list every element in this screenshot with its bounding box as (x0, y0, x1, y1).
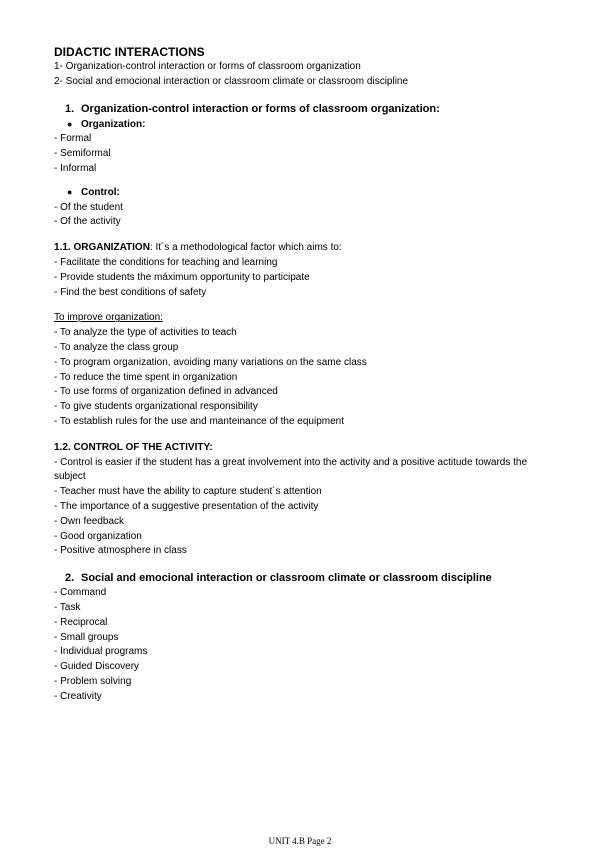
section-1-title: Organization-control interaction or forms of classroom organization: (81, 102, 440, 115)
style-item: - Creativity (54, 690, 102, 702)
bullet-control (54, 185, 554, 201)
organization-aim-item: - Facilitate the conditions for teaching and learning (54, 256, 278, 268)
style-item: - Task (54, 601, 81, 613)
organization-item: - Informal (54, 162, 97, 174)
improve-organization-heading: To improve organization: (54, 312, 163, 324)
organization-aim-item: - Find the best conditions of safety (54, 286, 207, 298)
section-1-heading (54, 101, 554, 117)
improve-item: - To analyze the class group (54, 341, 179, 353)
control-activity-item: - Good organization (54, 530, 142, 542)
improve-item: - To analyze the type of activities to teach (54, 327, 237, 339)
document-title: DIDACTIC INTERACTIONS (54, 45, 205, 59)
intro-line-1: 1- Organization-control interaction or forms of classroom organization (54, 61, 361, 72)
style-item: - Command (54, 587, 107, 599)
control-activity-item: - Own feedback (54, 515, 125, 527)
improve-item: - To program organization, avoiding many variations on the same class (54, 356, 367, 368)
section-1-number: 1. (65, 102, 75, 115)
style-item: - Problem solving (54, 675, 132, 687)
bullet-control-label: Control: (81, 186, 120, 198)
intro-line-2: 2- Social and emocional interaction or classroom climate or classroom discipline (54, 75, 409, 87)
style-item: - Reciprocal (54, 616, 108, 628)
style-item: - Small groups (54, 631, 119, 643)
subsection-1-2-heading: 1.2. CONTROL OF THE ACTIVITY: (54, 441, 213, 453)
control-activity-item: - Control is easier if the student has a great involvement into the activity and a positive actitude towards the subject (54, 456, 528, 483)
bullet-organization (54, 117, 554, 133)
section-2-title: Social and emocional interaction or classroom climate or classroom discipline (81, 572, 492, 585)
page-content (54, 44, 554, 704)
bullet-organization-label: Organization: (81, 118, 146, 130)
improve-item: - To establish rules for the use and manteinance of the equipment (54, 415, 344, 427)
bullet-icon: ● (67, 118, 73, 129)
control-activity-item: - Positive atmosphere in class (54, 545, 187, 557)
page-footer: UNIT 4.B Page 2 (268, 836, 332, 846)
control-item: - Of the student (54, 201, 123, 213)
subsection-1-1-heading (54, 241, 554, 256)
subsection-1-1-text: : It´s a methodological factor which aims to: (149, 242, 342, 254)
control-activity-item: - Teacher must have the ability to capture student´s attention (54, 486, 322, 498)
improve-item: - To use forms of organization defined in advanced (54, 386, 278, 398)
organization-item: - Formal (54, 133, 92, 145)
style-item: - Individual programs (54, 646, 148, 658)
control-activity-item: - The importance of a suggestive presentation of the activity (54, 500, 319, 512)
style-item: - Guided Discovery (54, 661, 140, 673)
bullet-icon: ● (67, 186, 73, 197)
improve-item: - To reduce the time spent in organization (54, 371, 238, 383)
section-2-heading (54, 570, 554, 586)
improve-item: - To give students organizational responsibility (54, 401, 258, 413)
organization-item: - Semiformal (54, 148, 111, 160)
subsection-1-1-label: 1.1. ORGANIZATION (54, 242, 150, 254)
control-item: - Of the activity (54, 216, 121, 228)
organization-aim-item: - Provide students the máximum opportunity to participate (54, 271, 310, 283)
section-2-number: 2. (65, 572, 75, 585)
